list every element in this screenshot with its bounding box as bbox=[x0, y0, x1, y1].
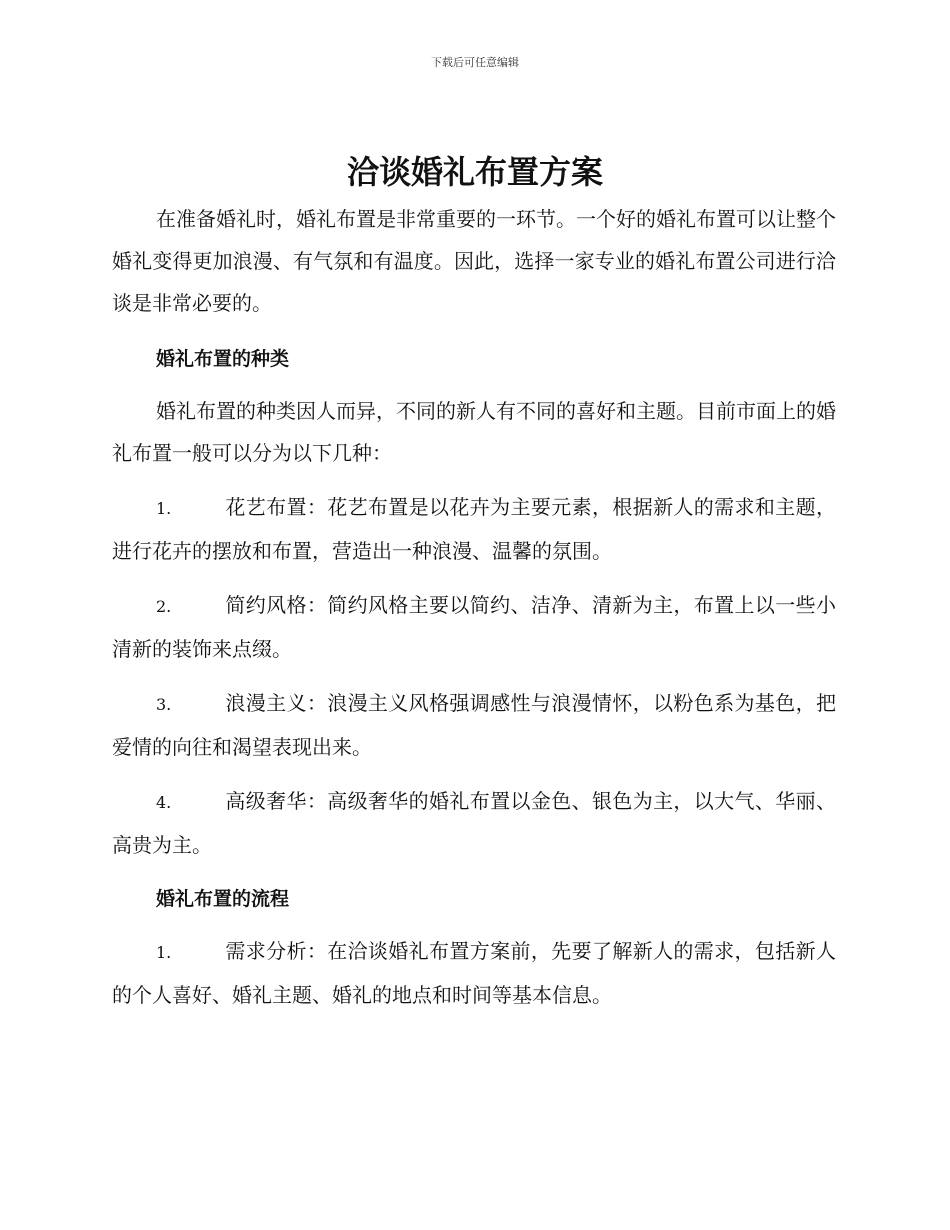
section-process bbox=[112, 878, 836, 1016]
list-text: 需求分析：在洽谈婚礼布置方案前，先要了解新人的需求，包括新人的个人喜好、婚礼主题、婚礼的地点和时间等基本信息。 bbox=[112, 939, 836, 1007]
list-number: 1. bbox=[156, 943, 172, 962]
list-text: 高级奢华：高级奢华的婚礼布置以金色、银色为主，以大气、华丽、高贵为主。 bbox=[112, 789, 836, 857]
list-item bbox=[112, 584, 836, 670]
page-header: 下载后可任意编辑 bbox=[431, 56, 519, 69]
list-number: 1. bbox=[156, 499, 172, 518]
list-item bbox=[112, 780, 836, 866]
section-types bbox=[112, 338, 836, 866]
list-item bbox=[112, 930, 836, 1016]
list-item bbox=[112, 682, 836, 768]
document-title: 洽谈婚礼布置方案 bbox=[346, 153, 603, 191]
list-number: 2. bbox=[156, 597, 172, 616]
section-heading: 婚礼布置的种类 bbox=[156, 348, 290, 370]
section-heading: 婚礼布置的流程 bbox=[156, 888, 290, 910]
list-number: 3. bbox=[156, 695, 172, 714]
section-intro-paragraph: 婚礼布置的种类因人而异，不同的新人有不同的喜好和主题。目前市面上的婚礼布置一般可以分为以下几种： bbox=[112, 399, 836, 465]
intro-paragraph: 在准备婚礼时，婚礼布置是非常重要的一环节。一个好的婚礼布置可以让整个婚礼变得更加浪漫、有气氛和有温度。因此，选择一家专业的婚礼布置公司进行洽谈是非常必要的。 bbox=[112, 207, 836, 315]
list-item bbox=[112, 486, 836, 572]
list-text: 花艺布置：花艺布置是以花卉为主要元素，根据新人的需求和主题，进行花卉的摆放和布置，营造出一种浪漫、温馨的氛围。 bbox=[112, 495, 836, 563]
list-text: 简约风格：简约风格主要以简约、洁净、清新为主，布置上以一些小清新的装饰来点缀。 bbox=[112, 593, 836, 661]
list-number: 4. bbox=[156, 793, 172, 812]
document-body bbox=[112, 198, 836, 1028]
list-text: 浪漫主义：浪漫主义风格强调感性与浪漫情怀，以粉色系为基色，把爱情的向往和渴望表现出来。 bbox=[112, 691, 836, 759]
